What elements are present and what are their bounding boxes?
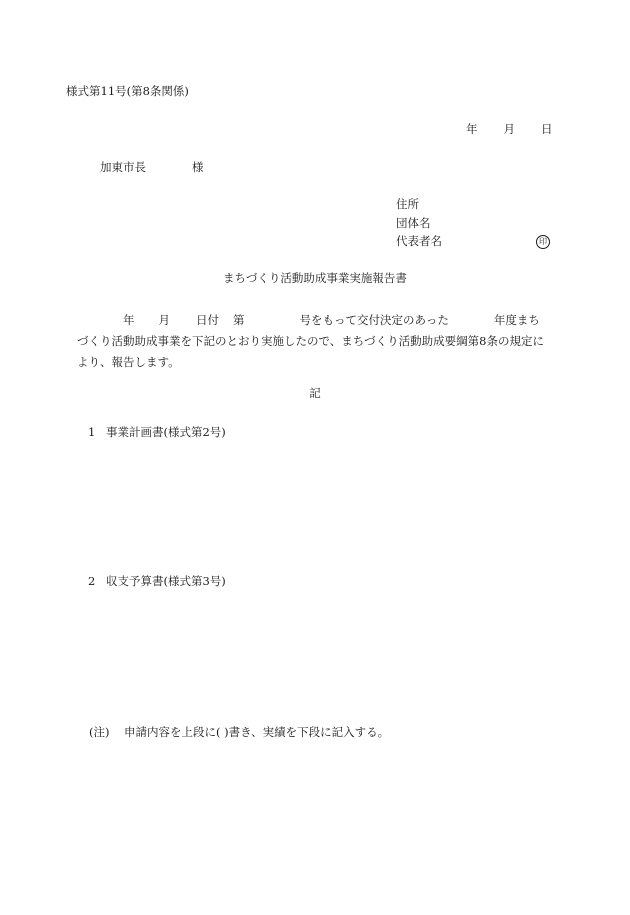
list-item bbox=[88, 576, 226, 588]
list-item bbox=[88, 427, 226, 439]
note-text: 申請内容を上段に( )書き、実績を下段に記入する。 bbox=[124, 725, 390, 739]
addressee-honorific: 様 bbox=[192, 160, 204, 174]
body-year: 年 bbox=[123, 313, 135, 327]
body-no: 第 bbox=[233, 313, 245, 327]
body-line-1 bbox=[77, 310, 551, 331]
representative-label: 代表者名 bbox=[396, 234, 442, 248]
body-paragraph bbox=[77, 310, 551, 373]
note bbox=[89, 727, 389, 739]
body-fiscal-year: 年度まち bbox=[493, 313, 540, 327]
body-decision: 号をもって交付決定のあった bbox=[299, 313, 449, 327]
body-line-3: より、報告します。 bbox=[77, 355, 180, 369]
date-day: 日 bbox=[541, 122, 553, 136]
body-month: 月 bbox=[158, 313, 170, 327]
item-number: 1 bbox=[88, 425, 96, 439]
date-line bbox=[466, 124, 553, 136]
ki-heading: 記 bbox=[309, 386, 321, 400]
form-number: 様式第11号(第8条関係) bbox=[66, 84, 189, 98]
addressee-name: 加東市長 bbox=[100, 160, 146, 174]
item-label: 収支予算書(様式第3号) bbox=[106, 574, 226, 588]
date-year: 年 bbox=[466, 122, 478, 136]
note-label: (注) bbox=[89, 725, 110, 739]
applicant-block bbox=[396, 199, 552, 255]
item-number: 2 bbox=[88, 574, 96, 588]
document-title: まちづくり活動助成事業実施報告書 bbox=[223, 271, 407, 285]
body-date: 日付 bbox=[196, 313, 219, 327]
body-line-2: づくり活動助成事業を下記のとおり実施したので、まちづくり活動助成要綱第8条の規定に bbox=[77, 334, 544, 348]
representative-row bbox=[396, 236, 552, 255]
seal-mark: 印 bbox=[536, 235, 550, 249]
address-label: 住所 bbox=[396, 197, 419, 211]
organization-label: 団体名 bbox=[396, 215, 431, 230]
date-month: 月 bbox=[503, 122, 515, 136]
item-label: 事業計画書(様式第2号) bbox=[106, 425, 226, 439]
addressee bbox=[100, 162, 204, 174]
